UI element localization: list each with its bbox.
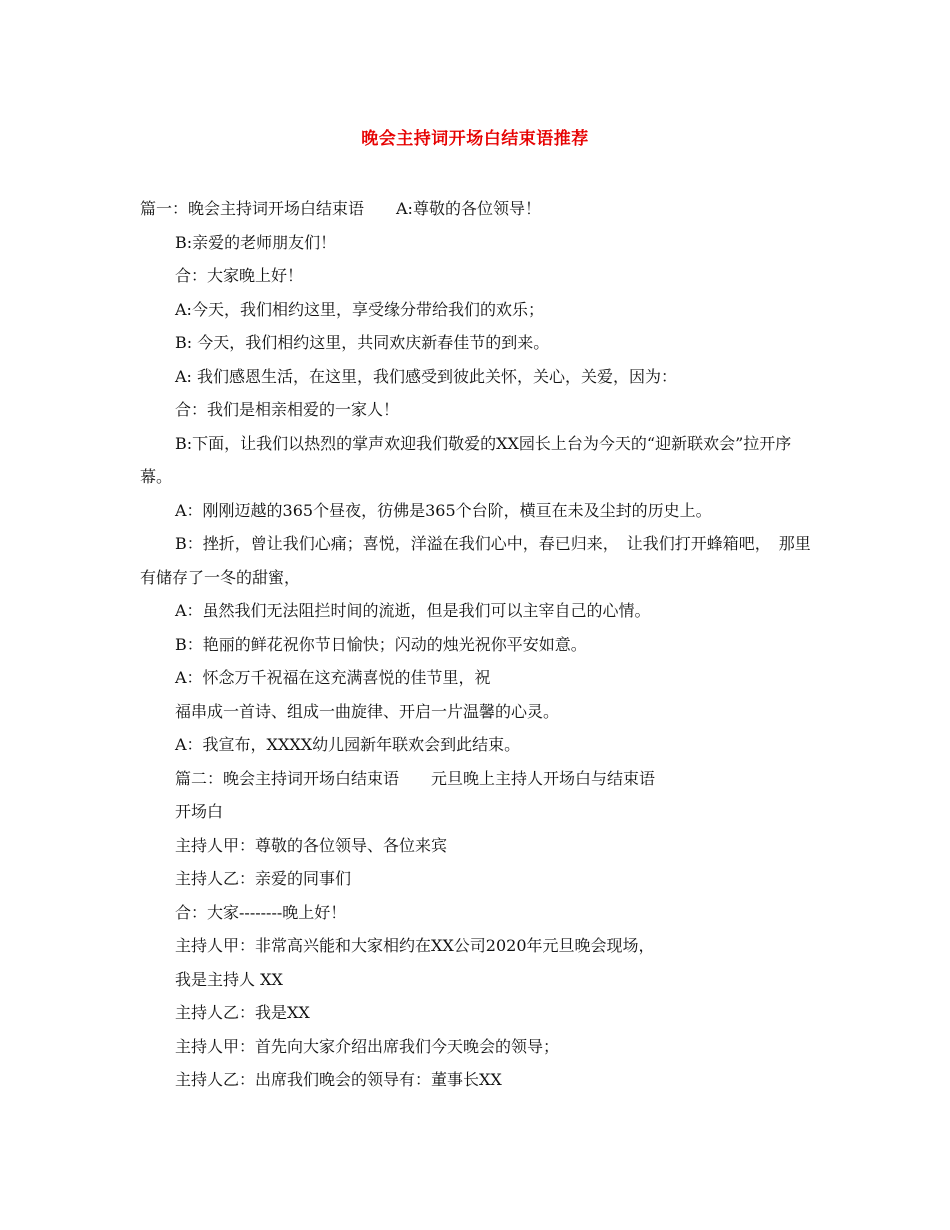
paragraph: A：怀念万千祝福在这充满喜悦的佳节里，祝	[175, 668, 491, 687]
paragraph: 主持人乙：亲爱的同事们	[175, 869, 352, 888]
paragraph: 主持人乙：我是XX	[175, 1003, 310, 1022]
document-body	[140, 192, 820, 1097]
paragraph: 主持人甲：非常高兴能和大家相约在XX公司2020年元旦晚会现场，	[175, 936, 655, 955]
paragraph: 我是主持人 XX	[175, 969, 283, 989]
document-title: 晚会主持词开场白结束语推荐	[361, 129, 589, 149]
paragraph: 合：大家--------晚上好！	[175, 902, 347, 922]
paragraph: B: 今天，我们相约这里，共同欢庆新春佳节的到来。	[175, 333, 550, 352]
paragraph: A：刚刚迈越的365个昼夜，彷佛是365个台阶，横亘在未及尘封的历史上。	[175, 500, 712, 520]
paragraph: 主持人甲：首先向大家介绍出席我们今天晚会的领导；	[175, 1036, 560, 1056]
paragraph: B：挫折，曾让我们心痛；喜悦，洋溢在我们心中，春已归来， 让我们打开蜂箱吧， 那里有储存了一冬的甜蜜，	[140, 534, 811, 587]
paragraph: B：艳丽的鲜花祝你节日愉快；闪动的烛光祝你平安如意。	[175, 634, 587, 654]
paragraph: 合：大家晚上好！	[175, 266, 304, 285]
paragraph: B:亲爱的老师朋友们！	[175, 232, 337, 252]
paragraph: 篇二：晚会主持词开场白结束语 元旦晚上主持人开场白与结束语	[175, 768, 656, 788]
paragraph: 主持人乙：出席我们晚会的领导有：董事长XX	[175, 1070, 502, 1089]
paragraph: 开场白	[175, 802, 224, 821]
paragraph: A:今天，我们相约这里，享受缘分带给我们的欢乐；	[175, 299, 544, 319]
paragraph: 合：我们是相亲相爱的一家人！	[175, 400, 400, 419]
paragraph: 福串成一首诗、组成一曲旋律、开启一片温馨的心灵。	[175, 701, 560, 721]
paragraph: A：我宣布，XXXX幼儿园新年联欢会到此结束。	[175, 735, 521, 754]
paragraph: A: 我们感恩生活，在这里，我们感受到彼此关怀，关心，关爱，因为：	[175, 366, 678, 386]
paragraph: B:下面，让我们以热烈的掌声欢迎我们敬爱的XX园长上台为今天的“迎新联欢会”拉开序幕。	[140, 433, 792, 486]
paragraph: 主持人甲：尊敬的各位领导、各位来宾	[175, 835, 448, 855]
paragraph: 篇一：晚会主持词开场白结束语 A:尊敬的各位领导！	[140, 199, 541, 218]
paragraph: A：虽然我们无法阻拦时间的流逝，但是我们可以主宰自己的心情。	[175, 601, 651, 620]
